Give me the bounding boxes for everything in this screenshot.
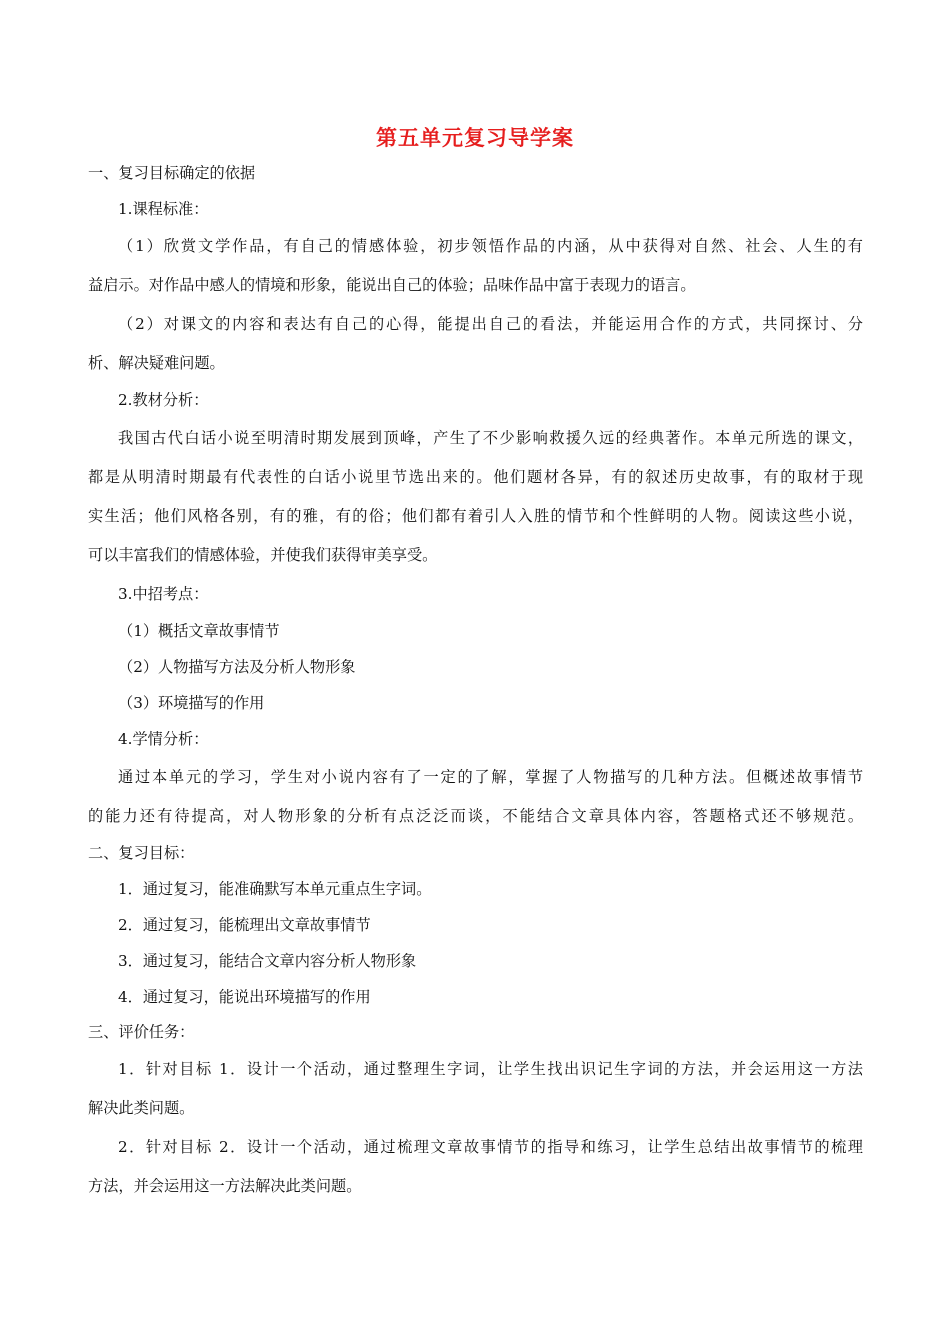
list-item: 4．通过复习，能说出环境描写的作用 [118, 988, 371, 1006]
list-item: （3）环境描写的作用 [118, 694, 265, 712]
list-item: 3．通过复习，能结合文章内容分析人物形象 [118, 952, 417, 970]
paragraph-line: （2）对课文的内容和表达有自己的心得，能提出自己的看法，并能运用合作的方式，共同探讨、分 [118, 315, 863, 333]
list-item: 2．通过复习，能梳理出文章故事情节 [118, 916, 371, 934]
subheading-exam-points: 3.中招考点： [118, 585, 209, 603]
list-item: （2）人物描写方法及分析人物形象 [118, 658, 356, 676]
paragraph-line: 的能力还有待提高，对人物形象的分析有点泛泛而谈，不能结合文章具体内容，答题格式还不够规范。 [88, 807, 863, 825]
paragraph-line: 实生活；他们风格各别，有的雅，有的俗；他们都有着引人入胜的情节和个性鲜明的人物。阅读这些小说， [88, 507, 863, 525]
document-title: 第五单元复习导学案 [376, 126, 574, 150]
section-heading-1: 一、复习目标确定的依据 [88, 164, 256, 182]
paragraph-line: 我国古代白话小说至明清时期发展到顶峰，产生了不少影响救援久远的经典著作。本单元所选的课文， [118, 429, 863, 447]
paragraph-line: （1）欣赏文学作品，有自己的情感体验，初步领悟作品的内涵，从中获得对自然、社会、人生的有 [118, 237, 863, 255]
paragraph-line: 2．针对目标 2．设计一个活动，通过梳理文章故事情节的指导和练习，让学生总结出故事情节的梳理 [118, 1138, 863, 1156]
list-item: 1．通过复习，能准确默写本单元重点生字词。 [118, 880, 432, 898]
list-item: （1）概括文章故事情节 [118, 622, 280, 640]
paragraph-line: 1．针对目标 1．设计一个活动，通过整理生字词，让学生找出识记生字词的方法，并会运用这一方法 [118, 1060, 863, 1078]
section-heading-3: 三、评价任务： [88, 1023, 195, 1041]
paragraph-line: 解决此类问题。 [88, 1099, 195, 1117]
paragraph-line: 析、解决疑难问题。 [88, 354, 225, 372]
subheading-curriculum-standard: 1.课程标准： [118, 200, 209, 218]
paragraph-line: 方法，并会运用这一方法解决此类问题。 [88, 1177, 362, 1195]
subheading-learning-analysis: 4.学情分析： [118, 730, 209, 748]
paragraph-line: 通过本单元的学习，学生对小说内容有了一定的了解，掌握了人物描写的几种方法。但概述故事情节 [118, 768, 863, 786]
paragraph-line: 都是从明清时期最有代表性的白话小说里节选出来的。他们题材各异，有的叙述历史故事，有的取材于现 [88, 468, 863, 486]
section-heading-2: 二、复习目标： [88, 844, 195, 862]
paragraph-line: 可以丰富我们的情感体验，并使我们获得审美享受。 [88, 546, 438, 564]
subheading-textbook-analysis: 2.教材分析： [118, 391, 209, 409]
paragraph-line: 益启示。对作品中感人的情境和形象，能说出自己的体验；品味作品中富于表现力的语言。 [88, 276, 696, 294]
